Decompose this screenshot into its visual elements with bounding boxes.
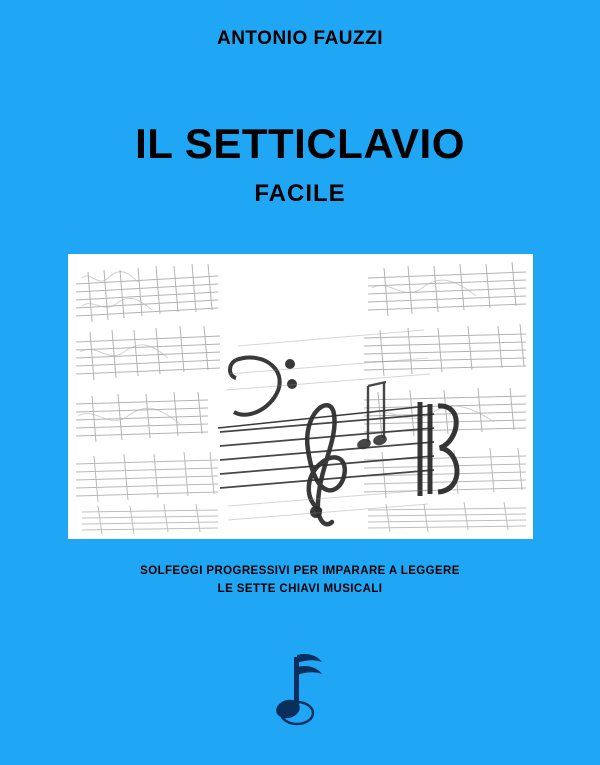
tagline-line-2: LE SETTE CHIAVI MUSICALI — [217, 583, 383, 596]
publisher-logo — [0, 640, 600, 730]
book-title: IL SETTICLAVIO — [135, 120, 465, 167]
tagline-line-1: SOLFEGGI PROGRESSIVI PER IMPARARE A LEGGERE — [140, 565, 460, 577]
book-subtitle: FACILE — [254, 180, 346, 207]
sheet-music-sketch-icon — [68, 254, 533, 539]
eighth-note-with-flag-icon — [264, 643, 336, 727]
cover-tagline — [0, 562, 600, 599]
cover-artwork — [68, 254, 533, 539]
author-name: ANTONIO FAUZZI — [216, 28, 384, 49]
